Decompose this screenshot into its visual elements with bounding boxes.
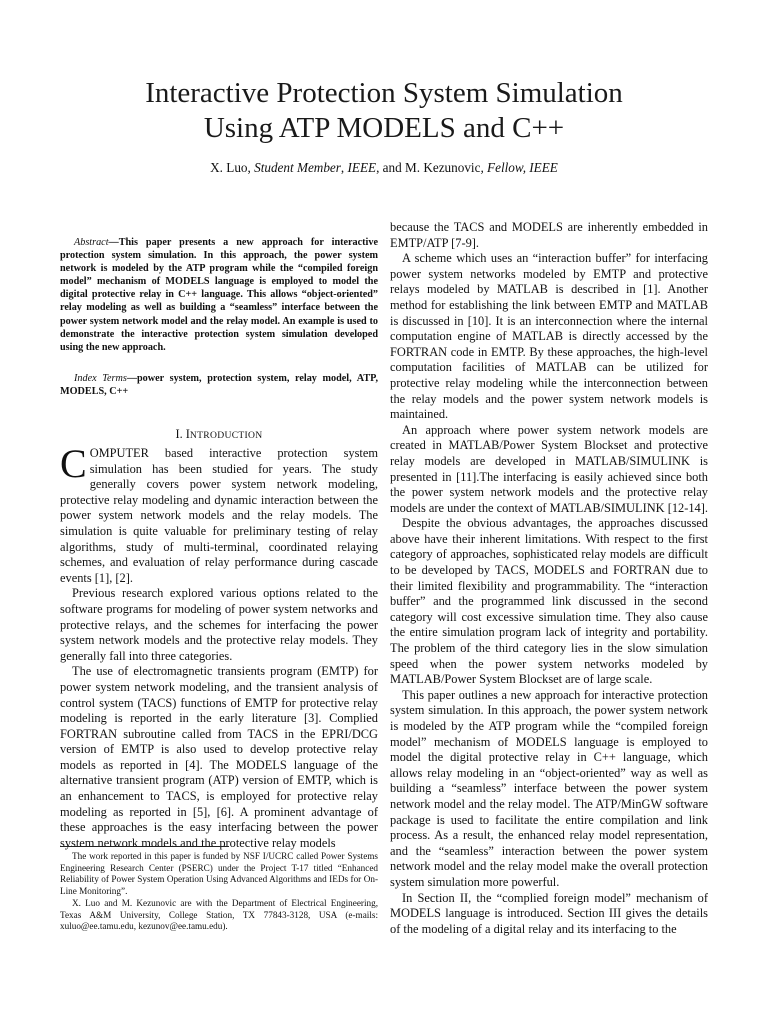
- intro-paragraph-2: Previous research explored various options related to the software programs for modeling of power system networks and protective relays, and the schemes for interfacing the power system network models and the protective relay models. They generally fall into three categories.: [60, 586, 378, 663]
- index-terms-label: Index Terms: [74, 373, 127, 384]
- author-line: X. Luo, Student Member, IEEE, and M. Kezunovic, Fellow, IEEE: [210, 160, 558, 175]
- drop-cap: C: [60, 441, 87, 486]
- footnotes: [60, 851, 378, 933]
- abstract: [60, 236, 378, 354]
- footnote-affiliation: X. Luo and M. Kezunovic are with the Department of Electrical Engineering, Texas A&M University, College Station, TX 77843-3128, USA (e-mails: xuluo@ee.tamu.edu, kezunov@ee.tamu.edu).: [60, 897, 378, 932]
- footnote-funding: The work reported in this paper is funded by NSF I/UCRC called Power Systems Engineering Research Center (PSERC) under the Project T-17 titled “Enhanced Reliability of Power System Operation Using Advanced Algorithms and IEDs for On-Line Monitoring”.: [60, 851, 378, 897]
- author-2-role: Fellow: [487, 160, 523, 175]
- index-terms: [60, 372, 378, 398]
- title-line-2: Using ATP MODELS and C++: [203, 112, 565, 144]
- title-line-1: Interactive Protection System Simulation: [145, 77, 623, 109]
- right-paragraph-1: A scheme which uses an “interaction buffer” for interfacing power system networks modeled by EMTP and protective relays modeled by MATLAB is described in [1]. Another method for establishing the link between EMTP and MATLAB is discussed in [10]. It is an interconnection where the internal computation engine of MATLAB is directly accessed by the FORTRAN code in EMTP. By these approaches, the high-level computation facilities of MATLAB can be utilized for protective relay modeling while the interconnection between the relay models and the power system network models is maintained.: [390, 251, 708, 422]
- right-paragraph-0: because the TACS and MODELS are inherently embedded in EMTP/ATP [7-9].: [390, 220, 708, 250]
- right-paragraph-2: An approach where power system network models are created in MATLAB/Power System Blockset and protective relay models are developed in MATLAB/SIMULINK is presented in [11].The interfacing is easily achieved since both the power system network models and the protective relay models are under the context of MATLAB/SIMULINK [12-14].: [390, 422, 708, 515]
- abstract-label: Abstract: [74, 237, 109, 248]
- author-2: , and M. Kezunovic: [376, 160, 481, 175]
- right-column: [390, 220, 708, 937]
- author-1-role: Student Member: [254, 160, 341, 175]
- author-1: X. Luo,: [210, 160, 255, 175]
- section-heading: I. INTRODUCTION: [175, 427, 263, 441]
- paper-title: [0, 76, 768, 146]
- right-paragraph-3: Despite the obvious advantages, the approaches discussed above have their inherent limitations. With respect to the first category of approaches, sophisticated relay models are difficult to be developed by TACS, MODELS and FORTRAN due to their limited flexibility and programmability. The “interaction buffer” and the programmed link discussed in the second category will cost excessive simulation time. They also cause the entire simulation program lack of integrity and portability. The problem of the third category lies in the slow simulation speed when the power system networks modeled by MATLAB/Power System Blockset are of large scale.: [390, 516, 708, 687]
- intro-paragraph-1: COMPUTER based interactive protection system simulation has been studied for years. The study generally covers power system network modeling, protective relay modeling and dynamic interaction between the power system network models and the relay models. The simulation is quite valuable for preliminary testing of relay algorithms, study of multi-terminal, coordinated relaying schemes, and evaluation of relay performance during cascade events [1], [2].: [60, 441, 378, 585]
- index-terms-text: —power system, protection system, relay model, ATP, MODELS, C++: [60, 373, 378, 398]
- intro-paragraph-3: The use of electromagnetic transients program (EMTP) for power system network modeling, and the transient analysis of control system (TACS) functions of EMTP for protective relay modeling is reported in the early literature [3]. Complied FORTRAN subroutine called from TACS in the EPRI/DCG version of EMTP is also used to develop protective relay models as reported in [4]. The MODELS language of the alternative transient program (ATP) version of EMTP, which is an enhancement to TACS, is employed for protective relay modeling as reported in [5], [6]. A prominent advantage of these approaches is the easy interfacing between the power system network models and the protective relay models: [60, 664, 378, 850]
- introduction: [60, 441, 378, 851]
- abstract-text: —This paper presents a new approach for interactive protection system simulation. In this approach, the power system network is modeled by the ATP program while the “compiled foreign model” mechanism of MODELS language is employed to model the digital protective relay in C++ language. This allows “object-oriented” relay modeling as well as building a “seamless” interface between the power system network model and the relay model. An example is used to demonstrate the interactive protection system simulation developed using the new approach.: [60, 237, 378, 353]
- author-2-org: IEEE: [529, 160, 558, 175]
- author-1-org: IEEE: [347, 160, 377, 175]
- right-paragraph-5: In Section II, the “complied foreign model” mechanism of MODELS language is introduced. Section III gives the details of the modeling of a digital relay and its interfacing to the: [390, 890, 708, 936]
- footnote-divider: [60, 846, 229, 847]
- right-paragraph-4: This paper outlines a new approach for interactive protection system simulation. In this approach, the power system network is modeled by the ATP program while the “compiled foreign model” mechanism of MODELS language is employed to model the digital protective relay in C++ language, which allows relay modeling in an “object-oriented” way as well as building a “seamless” interface between the power system network model and the relay model. The ATP/MinGW software package is used to facilitate the entire compilation and link process. As a result, the enhanced relay model representation, and the “seamless” interaction between the power system network model and the relay model make the overall protection system simulation more powerful.: [390, 687, 708, 889]
